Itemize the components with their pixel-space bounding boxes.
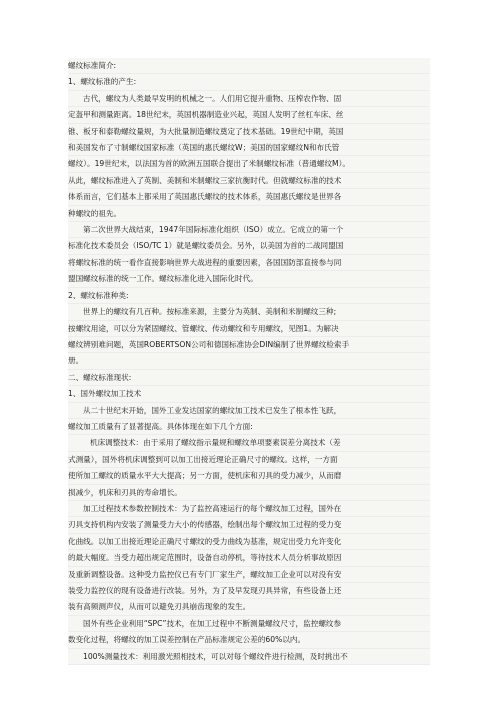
text-line: 装受力监控仪的现有设备进行改装。另外，为了及早发现刃具异常，有些设备上还 [68,583,430,599]
paragraph-process-control [68,501,430,616]
document-page [68,58,430,665]
paragraph-iso [68,222,430,288]
text-line: 从此，螺纹标准进入了英制、美制和米制螺纹三家抗衡时代。但就螺纹标准的技术 [68,173,430,189]
text-line: 使所加工螺纹的质量水平大大提高；另一方面，使机床和刃具的受力减少，从而磨 [68,468,430,484]
text-line: 盟国螺纹标准的统一工作。螺纹标准化进入国际化时代。 [68,271,430,287]
text-line: 定盔甲和测量距离。18世纪末，英国机器制造业兴起，英国人发明了丝杠车床、丝 [68,107,430,123]
text-line: 国外有些企业利用“SPC”技术，在加工过程中不断测量螺纹尺寸，监控螺纹参 [68,616,430,632]
text-line: 世界上的螺纹有几百种。按标准来源，主要分为英制、美制和米制螺纹三种; [68,304,430,320]
text-line: 和美国发布了寸制螺纹国家标准（英国的惠氏螺纹W；美国的国家螺纹N和布氏管 [68,140,430,156]
text-line: 加工过程技术参数控制技术：为了监控高速运行的每个螺纹加工过程，国外在 [68,501,430,517]
text-line: 标准化技术委员会（ISO/TC 1）就是螺纹委员会。另外，以美国为首的二战同盟国 [68,238,430,254]
text-line: 损减少，机床和刃具的寿命增长。 [68,485,430,501]
section-heading-origin: 1、螺纹标准的产生: [68,74,430,90]
text-line: 从二十世纪末开始，国外工业发达国家的螺纹加工技术已发生了根本性飞跃， [68,403,430,419]
paragraph-history [68,91,430,222]
section-heading-types: 2、螺纹标准种类: [68,288,430,304]
text-line: 螺纹）。19世纪末，以法国为首的欧洲五国联合提出了米制螺纹标准（普通螺纹M）。 [68,156,430,172]
text-line: 第二次世界大战结束，1947年国际标准化组织（ISO）成立。它成立的第一个 [68,222,430,238]
text-line: 刃具支持机构内安装了测量受力大小的传感器，绘制出每个螺纹加工过程的受力变 [68,517,430,533]
text-line: 锥、板牙和泰勒螺纹量规，为大批量制造螺纹奠定了技术基础。19世纪中期，英国 [68,124,430,140]
text-line: 古代，螺纹为人类最早发明的机械之一。人们用它提升重物、压榨农作物、固 [68,91,430,107]
text-line: 100%测量技术：利用激光照相技术，可以对每个螺纹件进行检测，及时挑出不 [68,649,430,665]
doc-title: 螺纹标准简介: [68,58,430,74]
text-line: 螺纹辨别难问题，英国ROBERTSON公司和德国标准协会DIN编制了世界螺纹检索手 [68,337,430,353]
paragraph-foreign-intro [68,403,430,436]
paragraph-measurement [68,649,430,665]
text-line: 册。 [68,353,430,369]
text-line: 式测量），国外将机床调整到可以加工出接近理论正确尺寸的螺纹。这样，一方面 [68,452,430,468]
text-line: 数变化过程，将螺纹的加工误差控制在产品标准规定公差的60%以内。 [68,632,430,648]
text-line: 将螺纹标准的统一看作直接影响世界大战进程的重要因素，各国国防部直接参与同 [68,255,430,271]
text-line: 种螺纹的祖先。 [68,206,430,222]
paragraph-types [68,304,430,370]
text-line: 装有高频测声仪，从而可以避免刃具崩齿现象的发生。 [68,599,430,615]
text-line: 及重新调整设备。这种受力监控仪已有专门厂家生产，螺纹加工企业可以对没有安 [68,567,430,583]
text-line: 机床调整技术：由于采用了螺纹指示量规和螺纹单项要素误差分离技术（差 [68,435,430,451]
section-heading-status: 二、螺纹标准现状: [68,370,430,386]
text-line: 螺纹加工质量有了显著提高。具体体现在如下几个方面: [68,419,430,435]
paragraph-machine-adjust [68,435,430,501]
text-line: 化曲线。以加工出接近理论正确尺寸螺纹的受力曲线为基准，规定出受力允许变化 [68,534,430,550]
paragraph-spc [68,616,430,649]
text-line: 体系而言，它们基本上都采用了英国惠氏螺纹的技术体系，英国惠氏螺纹是世界各 [68,189,430,205]
section-heading-foreign-tech: 1、国外螺纹加工技术 [68,386,430,402]
text-line: 按螺纹用途，可以分为紧固螺纹、管螺纹、传动螺纹和专用螺纹，见图1。为解决 [68,321,430,337]
text-line: 的最大幅度。当受力超出规定范围时，设备自动停机，等待技术人员分析事故原因 [68,550,430,566]
